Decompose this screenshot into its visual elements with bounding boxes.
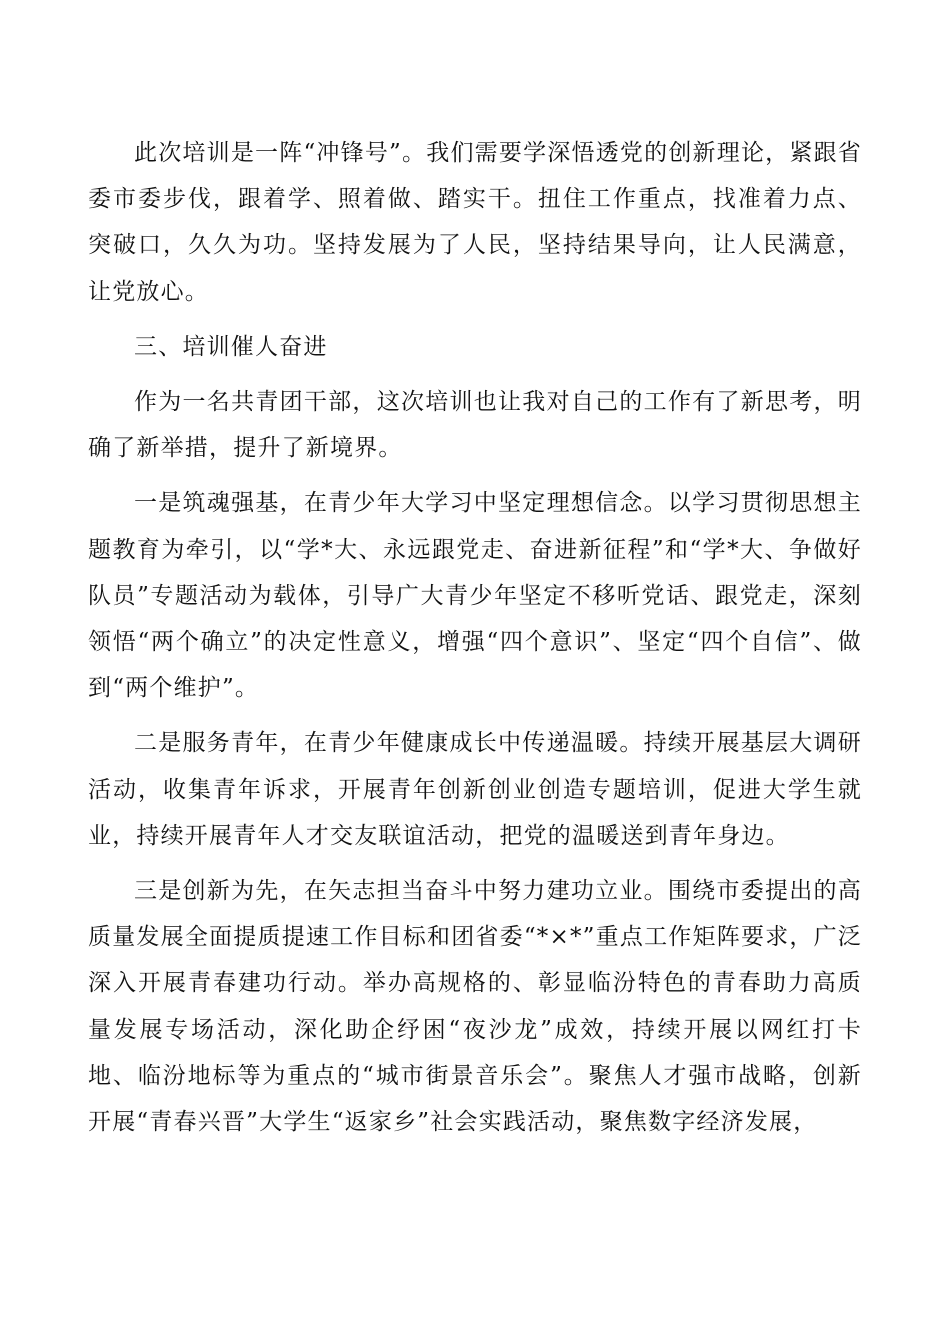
document-body bbox=[88, 130, 862, 1145]
paragraph-point-three: 三是创新为先，在矢志担当奋斗中努力建功立业。围绕市委提出的高质量发展全面提质提速工作目标和团省委“*×*”重点工作矩阵要求，广泛深入开展青春建功行动。举办高规格的、彰显临汾特色的青春助力高质量发展专场活动，深化助企纾困“夜沙龙”成效，持续开展以网红打卡地、临汾地标等为重点的“城市街景音乐会”。聚焦人才强市战略，创新开展“青春兴晋”大学生“返家乡”社会实践活动，聚焦数字经济发展， bbox=[88, 878, 862, 1136]
paragraph-bugle: 此次培训是一阵“冲锋号”。我们需要学深悟透党的创新理论，紧跟省委市委步伐，跟着学、照着做、踏实干。扭住工作重点，找准着力点、突破口，久久为功。坚持发展为了人民，坚持结果导向，让人民满意，让党放心。 bbox=[88, 140, 862, 305]
paragraph-point-one: 一是筑魂强基，在青少年大学习中坚定理想信念。以学习贯彻思想主题教育为牵引，以“学*大、永远跟党走、奋进新征程”和“学*大、争做好队员”专题活动为载体，引导广大青少年坚定不移听党话、跟党走，深刻领悟“两个确立”的决定性意义，增强“四个意识”、坚定“四个自信”、做到“两个维护”。 bbox=[88, 490, 862, 702]
paragraph-point-two: 二是服务青年，在青少年健康成长中传递温暖。持续开展基层大调研活动，收集青年诉求，开展青年创新创业创造专题培训，促进大学生就业，持续开展青年人才交友联谊活动，把党的温暖送到青年身边。 bbox=[88, 730, 862, 849]
paragraph-intro: 作为一名共青团干部，这次培训也让我对自己的工作有了新思考，明确了新举措，提升了新境界。 bbox=[88, 389, 862, 462]
section-heading: 三、培训催人奋进 bbox=[134, 333, 328, 360]
